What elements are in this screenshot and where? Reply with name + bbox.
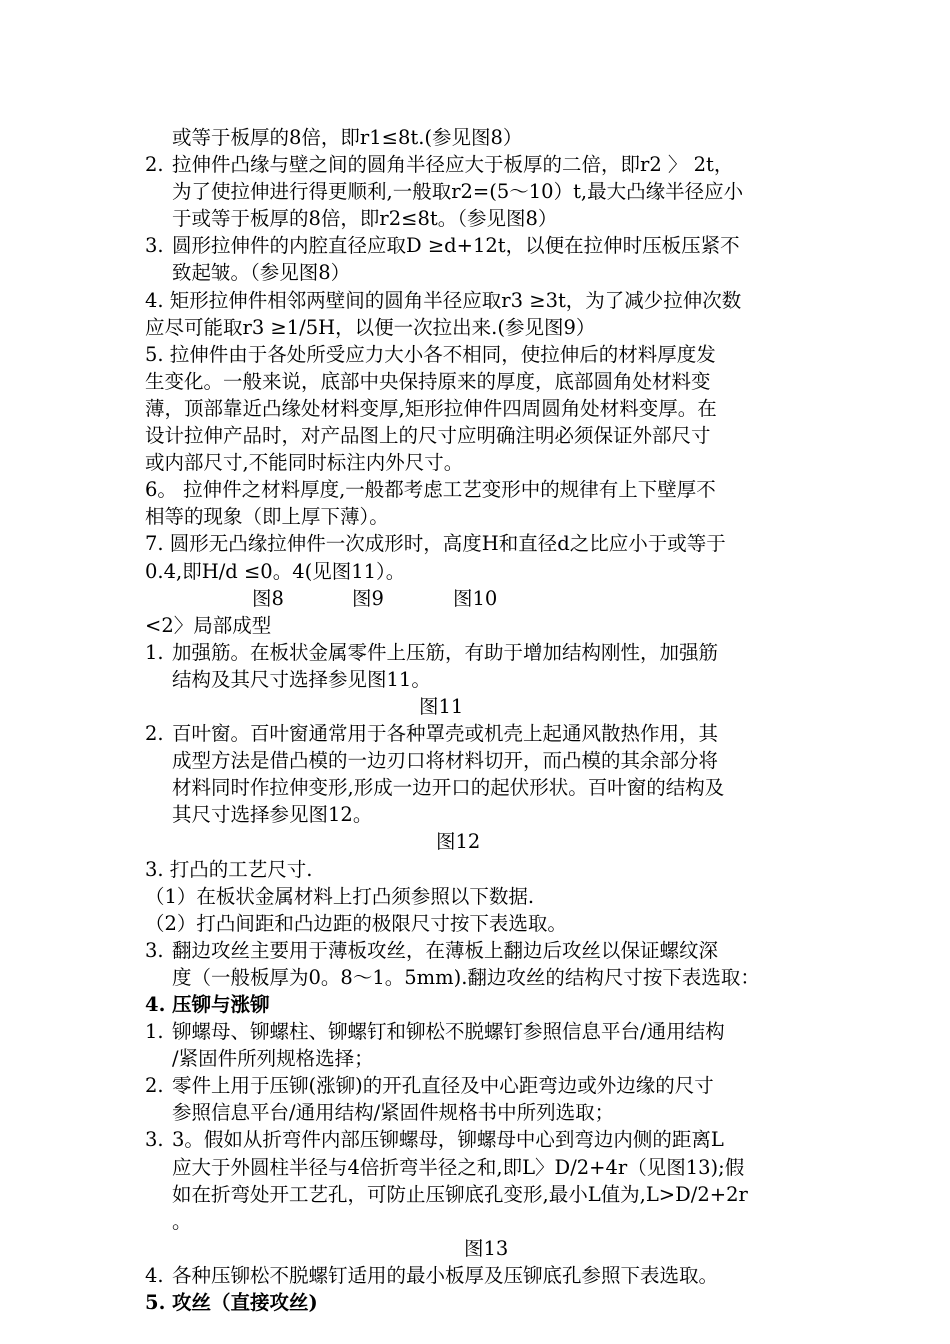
text: 攻丝（直接攻丝) [172,1291,318,1315]
text: 零件上用于压铆(涨铆)的开孔直径及中心距弯边或外边缘的尺寸 [172,1074,714,1098]
figure-captions [0,1235,950,1262]
list-number: 2. [145,722,164,746]
list-number: 1. [145,1020,164,1044]
line [0,476,950,503]
figure-caption: 图13 [464,1236,509,1260]
text: 铆螺母、铆螺柱、铆螺钉和铆松不脱螺钉参照信息平台/通用结构 [172,1020,725,1044]
text: 设计拉伸产品时，对产品图上的尺寸应明确注明必须保证外部尺寸 [145,424,711,448]
text: 圆形拉伸件的内腔直径应取D ≥d+12t，以便在拉伸时压板压紧不 [172,234,740,258]
line [0,910,950,937]
text: 5. 拉伸件由于各处所受应力大小各不相同，使拉伸后的材料厚度发 [145,342,716,366]
line [0,287,950,314]
text: 参照信息平台/通用结构/紧固件规格书中所列选取； [172,1101,615,1125]
text: 。 [172,1209,192,1233]
text: 应尽可能取r3 ≥1/5H，以便一次拉出来.(参见图9） [145,315,596,339]
text: 致起皱。（参见图8） [172,261,351,285]
line [0,666,950,693]
text: <2〉局部成型 [145,613,272,637]
line [0,1208,950,1235]
list-number: 4. [145,993,166,1016]
list-item [0,1072,950,1099]
section-heading [0,1289,950,1316]
text: 薄，顶部靠近凸缘处材料变厚,矩形拉伸件四周圆角处材料变厚。在 [145,396,717,420]
list-item [0,1126,950,1153]
list-number: 5. [145,1291,166,1315]
line [0,883,950,910]
list-item [0,232,950,259]
figure-caption: 图12 [436,830,481,854]
text: 拉伸件凸缘与壁之间的圆角半径应大于板厚的二倍，即r2 〉 2t， [172,153,734,177]
line [0,368,950,395]
text: 加强筋。在板状金属零件上压筋，有助于增加结构刚性，加强筋 [172,640,719,664]
text: 或内部尺寸,不能同时标注内外尺寸。 [145,451,464,475]
line [0,205,950,232]
list-item [0,1262,950,1289]
line [0,503,950,530]
text: 或等于板厚的8倍，即r1≤8t.(参见图8） [172,126,523,149]
text: /紧固件所列规格选择； [172,1047,374,1071]
text: 相等的现象（即上厚下薄）。 [145,505,389,529]
line [0,530,950,557]
list-item [0,1018,950,1045]
line [0,395,950,422]
line [0,1181,950,1208]
text: （2）打凸间距和凸边距的极限尺寸按下表选取。 [145,911,567,935]
line [0,801,950,828]
text: 7. 圆形无凸缘拉伸件一次成形时，高度H和直径d之比应小于或等于 [145,532,726,556]
line [0,558,950,585]
list-number: 2. [145,1074,164,1098]
text: 翻边攻丝主要用于薄板攻丝，在薄板上翻边后攻丝以保证螺纹深 [172,938,719,962]
text: 各种压铆松不脱螺钉适用的最小板厚及压铆底孔参照下表选取。 [172,1263,719,1287]
line [0,124,950,151]
list-number: 4. [145,1263,164,1287]
figure-captions [0,828,950,855]
line [0,774,950,801]
line [0,341,950,368]
line [0,449,950,476]
line [0,178,950,205]
list-number: 2. [145,153,164,177]
list-number: 3. [145,234,164,258]
text: 为了使拉伸进行得更顺利,一般取r2=(5～10）t,最大凸缘半径应小 [172,180,744,204]
figure-caption: 图8 [252,586,284,610]
line [0,1099,950,1126]
text: 3. 打凸的工艺尺寸. [145,857,313,881]
list-item [0,151,950,178]
line [0,964,950,991]
text: 生变化。一般来说，底部中央保持原来的厚度，底部圆角处材料变 [145,369,711,393]
figure-captions [0,585,950,612]
text: 于或等于板厚的8倍，即r2≤8t。（参见图8） [172,207,558,231]
list-number: 3. [145,938,164,962]
line [0,856,950,883]
text: 压铆与涨铆 [172,993,270,1016]
figure-captions [0,693,950,720]
list-item [0,720,950,747]
line [0,1045,950,1072]
text: 0.4,即H/d ≤0。4(见图11）。 [145,559,406,583]
line [0,747,950,774]
text: 3。假如从折弯件内部压铆螺母，铆螺母中心到弯边内侧的距离L [172,1128,724,1152]
figure-caption: 图11 [419,694,464,718]
document-body [0,124,950,1316]
text: 4. 矩形拉伸件相邻两壁间的圆角半径应取r3 ≥3t，为了减少拉伸次数 [145,288,742,312]
text: 百叶窗。百叶窗通常用于各种罩壳或机壳上起通风散热作用，其 [172,722,719,746]
figure-caption: 图10 [453,586,498,610]
list-item [0,937,950,964]
text: 成型方法是借凸模的一边刃口将材料切开，而凸模的其余部分将 [172,749,719,773]
line [0,1154,950,1181]
line [0,422,950,449]
line [0,259,950,286]
section-heading [0,612,950,639]
list-number: 3. [145,1128,164,1152]
section-heading [0,991,950,1018]
text: 6。 拉伸件之材料厚度,一般都考虑工艺变形中的规律有上下壁厚不 [145,478,716,502]
text: 如在折弯处开工艺孔，可防止压铆底孔变形,最小L值为,L>D/2+2r [172,1182,748,1206]
text: 材料同时作拉伸变形,形成一边开口的起伏形状。百叶窗的结构及 [172,776,725,800]
text: 结构及其尺寸选择参见图11。 [172,667,431,691]
text: 度（一般板厚为0。8～1。5mm).翻边攻丝的结构尺寸按下表选取： [172,965,760,989]
text: 其尺寸选择参见图12。 [172,803,373,827]
text: （1）在板状金属材料上打凸须参照以下数据. [145,884,535,908]
figure-caption: 图9 [352,586,384,610]
list-item [0,639,950,666]
line [0,314,950,341]
list-number: 1. [145,640,164,664]
text: 应大于外圆柱半径与4倍折弯半径之和,即L〉D/2+4r（见图13);假 [172,1155,745,1179]
